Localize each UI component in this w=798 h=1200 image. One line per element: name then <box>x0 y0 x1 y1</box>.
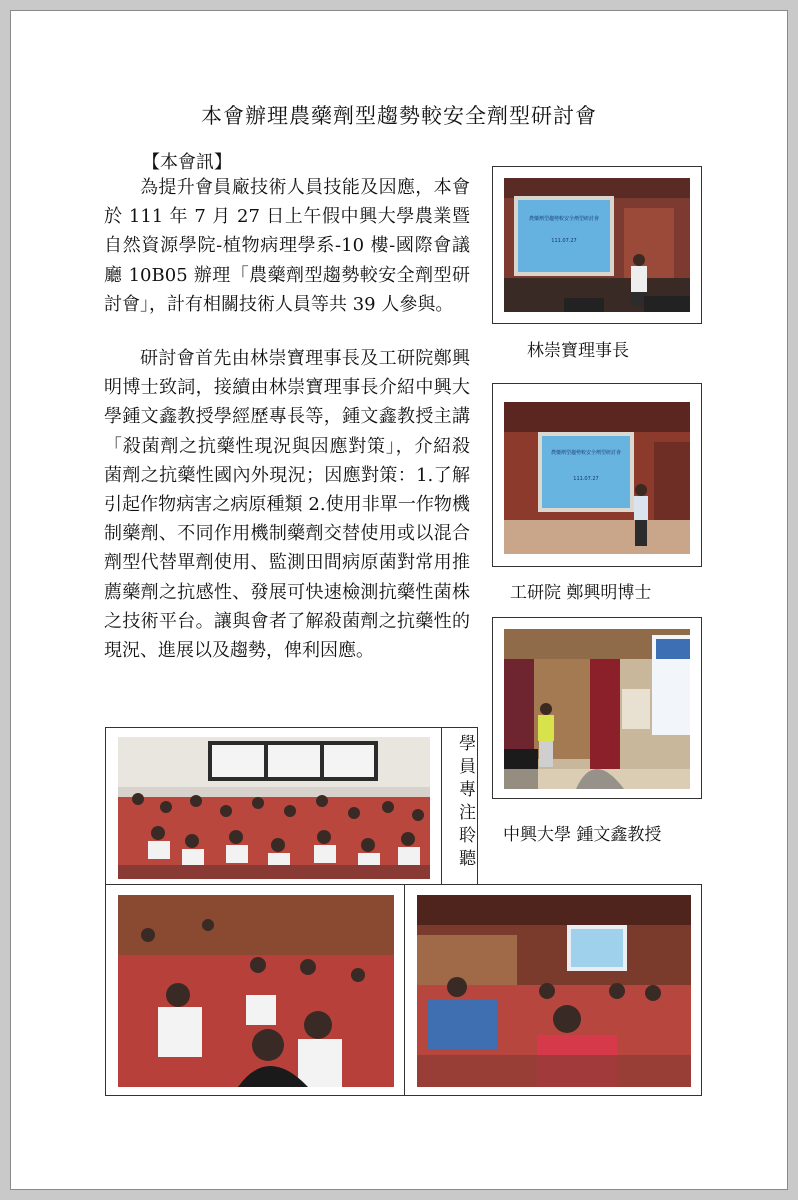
photo-frame-chairman <box>492 166 702 324</box>
caption-professor: 中興大學 鍾文鑫教授 <box>503 825 662 845</box>
caption-audience: 學員專注聆聽 <box>441 728 478 884</box>
photo-itri <box>504 402 690 554</box>
photo-lecture-hall <box>417 895 691 1087</box>
paragraph-intro: 為提升會員廠技術人員技能及因應，本會於 111 年 7 月 27 日上午假中興大學農業暨自然資源學院-植物病理學系-10 樓-國際會議廳 10B05 辦理「農藥劑型趨勢較安全劑型研討會」，計有相關技術人員等共 39 人參與。 <box>104 177 470 315</box>
photo-professor <box>504 629 690 789</box>
photo-frame-audience-1 <box>105 727 478 885</box>
paragraph-details: 研討會首先由林崇寶理事長及工研院鄭興明博士致詞，接續由林崇寶理事長介紹中興大學鍾文鑫教授學經歷專長等，鍾文鑫教授主講「殺菌劑之抗藥性現況與因應對策」，介紹殺菌劑之抗藥性國內外現況；因應對策：1.了解引起作物病害之病原種類 2.使用非單一作物機制藥劑、不同作用機制藥劑交替使用或以混合劑型代替單劑使用、監測田間病原菌對常用推薦藥劑之抗感性、發展可快速檢測抗藥性菌株之技術平台。讓與會者了解殺菌劑之抗藥性的現況、進展以及趨勢，俾利因應。 <box>104 348 470 662</box>
slide-date-2: 111.07.27 <box>573 476 599 482</box>
photo-frame-audience-2 <box>105 884 405 1096</box>
photo-audience-1 <box>118 737 430 879</box>
photo-frame-lecture-hall <box>404 884 702 1096</box>
photo-frame-itri <box>492 383 702 567</box>
photo-frame-professor <box>492 617 702 799</box>
news-tag: 【本會訊】 <box>142 152 232 173</box>
page-title: 本會辦理農藥劑型趨勢較安全劑型研討會 <box>201 104 597 128</box>
caption-chairman: 林崇寶理事長 <box>527 341 629 361</box>
slide-title-1: 農藥劑型趨勢較安全劑型研討會 <box>528 216 600 222</box>
caption-itri: 工研院 鄭興明博士 <box>510 583 652 603</box>
slide-date-1: 111.07.27 <box>551 238 577 244</box>
photo-chairman <box>504 178 690 312</box>
slide-title-2: 農藥劑型趨勢較安全劑型研討會 <box>550 450 622 456</box>
photo-audience-2 <box>118 895 394 1087</box>
